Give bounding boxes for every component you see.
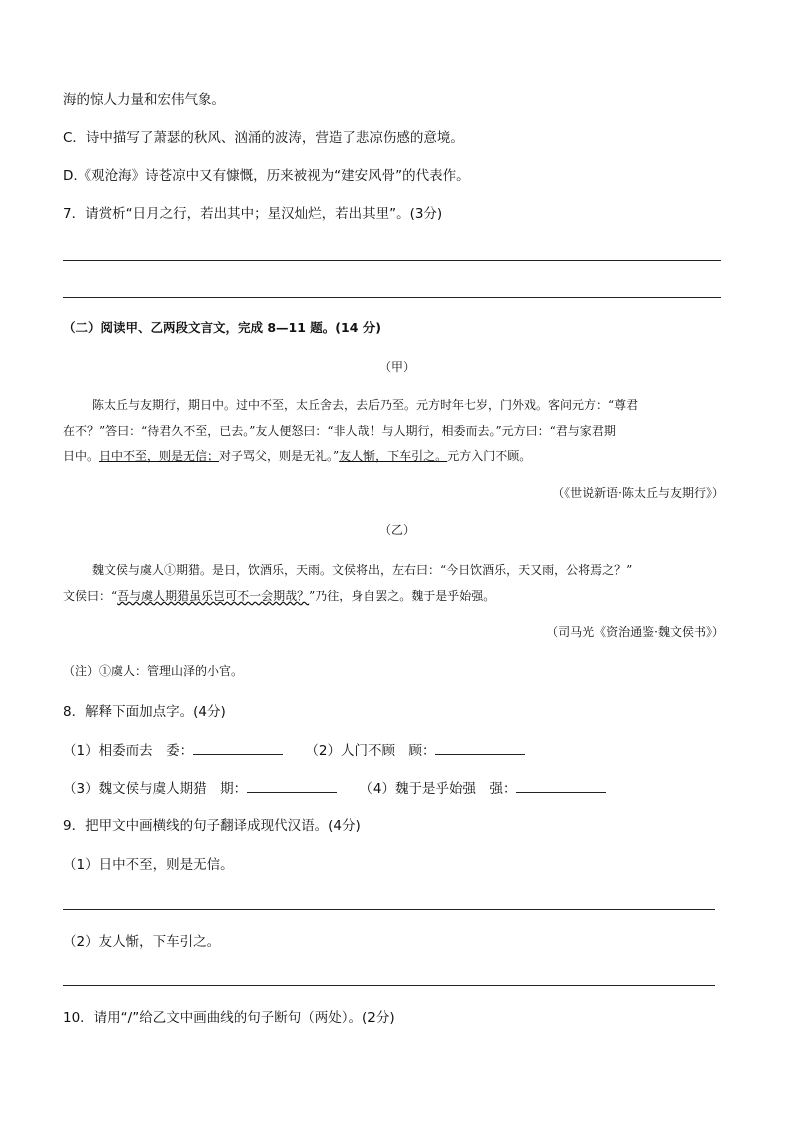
passage-jia-line [63,446,531,466]
yi-text: ”乃往，身自罢之。魏于是乎始强。 [309,589,496,603]
q8-blank-2[interactable] [435,740,525,755]
q9-sentence-2: （2）友人惭，下车引之。 [63,934,221,950]
yi-curved-sentence: 吾与虞人期猎虽乐岂可不一会期哉？ [117,589,310,603]
q8-item-3: （3）魏文侯与虞人期猎 期： [63,781,248,797]
option-d: D.《观沧海》诗苍凉中又有慷慨，历来被视为“建安风骨”的代表作。 [63,168,470,184]
answer-line [63,909,715,910]
q8-item-4: （4）魏于是乎始强 强： [359,781,517,797]
question-8: 8．解释下面加点字。(4分) [63,704,226,720]
section-2-title: （二）阅读甲、乙两段文言文，完成 8—11 题。(14 分) [63,320,381,335]
jia-underlined-sentence-2: 友人惭，下车引之。 [339,449,448,463]
q8-blank-4[interactable] [516,778,606,793]
answer-line [63,260,721,261]
q8-item-1: （1）相委而去 委： [63,743,194,759]
jia-underlined-sentence-1: 日中不至，则是无信； [99,449,220,463]
jia-text: 日中。 [63,449,100,463]
jia-text: 对子骂父，则是无礼。” [219,449,340,463]
annotation-note: （注）①虞人：管理山泽的小官。 [63,664,244,678]
q9-sentence-1: （1）日中不至，则是无信。 [63,857,234,873]
passage-yi-label: （乙） [378,523,415,537]
question-9: 9．把甲文中画横线的句子翻译成现代汉语。(4分) [63,818,361,834]
answer-line [63,297,721,298]
q8-item-2: （2）人门不顾 顾： [305,743,436,759]
q8-blank-1[interactable] [193,740,283,755]
answer-line [63,985,715,986]
jia-text: 元方入门不顾。 [447,449,532,463]
question-7: 7．请赏析“日月之行，若出其中；星汉灿烂，若出其里”。(3分) [63,206,443,222]
option-c: C．诗中描写了萧瑟的秋风、汹涌的波涛，营造了悲凉伤感的意境。 [63,130,464,146]
q8-row [63,740,543,761]
yi-text: 文侯曰：“ [63,589,118,603]
passage-yi-line: 魏文侯与虞人①期猎。是日，饮酒乐，天雨。文侯将出，左右曰：“今日饮酒乐，天又雨，公将焉之？” [92,563,633,577]
passage-yi-line [63,586,495,606]
option-b-tail: 海的惊人力量和宏伟气象。 [63,92,225,108]
passage-yi-source: （司马光《资治通鉴·魏文侯书》） [546,625,724,639]
q8-row [63,778,624,799]
question-10: 10．请用“/”给乙文中画曲线的句子断句（两处）。(2分) [63,1010,395,1026]
passage-jia-label: （甲） [378,360,415,374]
passage-jia-line: 陈太丘与友期行，期日中。过中不至，太丘舍去，去后乃至。元方时年七岁，门外戏。客问元方：“尊君 [92,398,639,412]
q8-blank-3[interactable] [247,778,337,793]
passage-jia-line: 在不？”答曰：“待君久不至，已去。”友人便怒曰：“非人哉！与人期行，相委而去。”元方曰：“君与家君期 [63,424,616,438]
passage-jia-source: （《世说新语·陈太丘与友期行》） [552,486,724,500]
